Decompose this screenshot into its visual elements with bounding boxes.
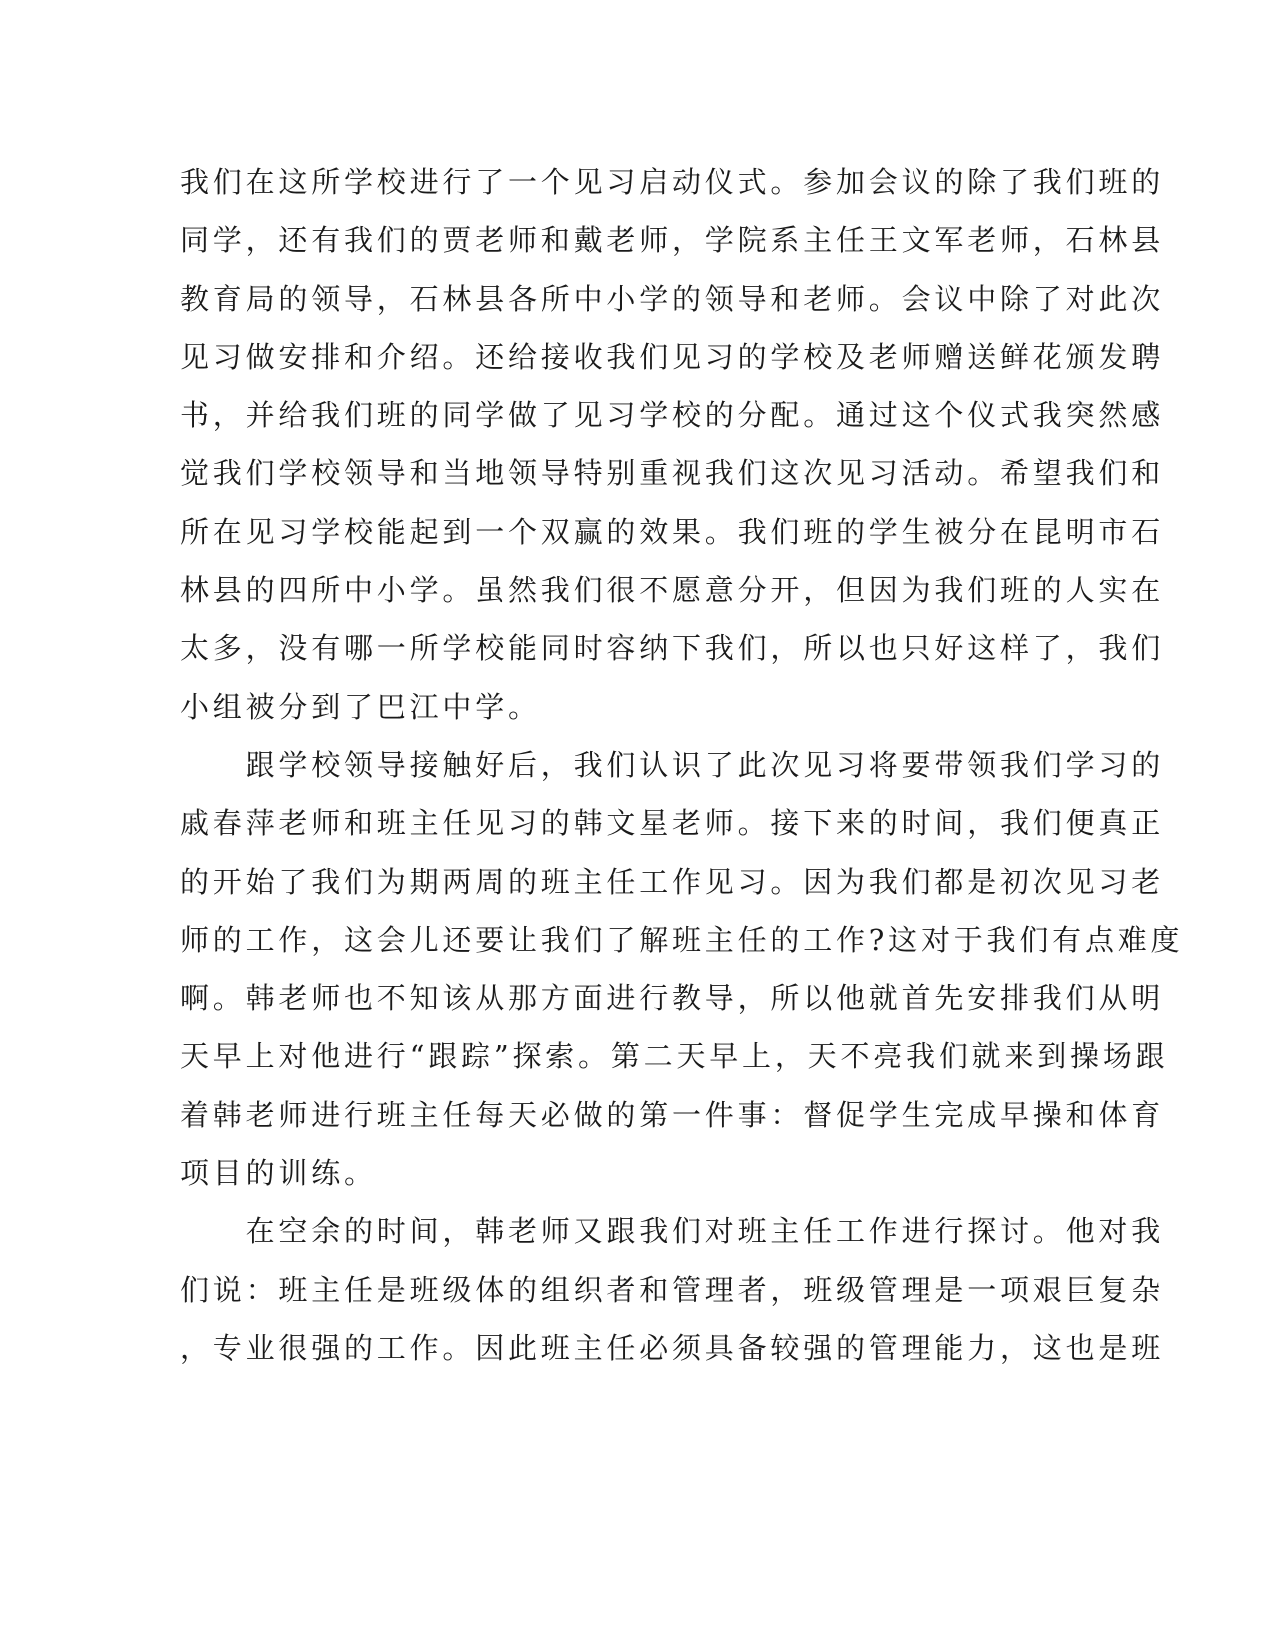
paragraph-1 bbox=[180, 157, 1165, 740]
paragraph-3 bbox=[180, 1206, 1165, 1381]
text-line: 天早上对他进行“跟踪”探索。第二天早上，天不亮我们就来到操场跟 bbox=[180, 1039, 1169, 1074]
body-text bbox=[180, 157, 1184, 1381]
text-line: 的开始了我们为期两周的班主任工作见习。因为我们都是初次见习老 bbox=[180, 864, 1165, 899]
text-line: 跟学校领导接触好后，我们认识了此次见习将要带领我们学习的 bbox=[180, 747, 1165, 782]
text-line: 啊。韩老师也不知该从那方面进行教导，所以他就首先安排我们从明 bbox=[180, 981, 1165, 1016]
text-line: 同学，还有我们的贾老师和戴老师，学院系主任王文军老师，石林县 bbox=[180, 223, 1165, 258]
paragraph-2 bbox=[180, 740, 1184, 1206]
text-line: 书，并给我们班的同学做了见习学校的分配。通过这个仪式我突然感 bbox=[180, 398, 1165, 433]
text-line: 们说：班主任是班级体的组织者和管理者，班级管理是一项艰巨复杂 bbox=[180, 1272, 1165, 1307]
text-line: 太多，没有哪一所学校能同时容纳下我们，所以也只好这样了，我们 bbox=[180, 631, 1165, 666]
text-line: 见习做安排和介绍。还给接收我们见习的学校及老师赠送鲜花颁发聘 bbox=[180, 339, 1165, 374]
text-line: 着韩老师进行班主任每天必做的第一件事：督促学生完成早操和体育 bbox=[180, 1097, 1165, 1132]
text-line: 戚春萍老师和班主任见习的韩文星老师。接下来的时间，我们便真正 bbox=[180, 806, 1165, 841]
text-line: 项目的训练。 bbox=[180, 1156, 377, 1191]
text-line: 师的工作，这会儿还要让我们了解班主任的工作?这对于我们有点难度 bbox=[180, 922, 1184, 957]
text-line: ，专业很强的工作。因此班主任必须具备较强的管理能力，这也是班 bbox=[180, 1330, 1165, 1365]
text-line: 教育局的领导，石林县各所中小学的领导和老师。会议中除了对此次 bbox=[180, 281, 1165, 316]
text-line: 觉我们学校领导和当地领导特别重视我们这次见习活动。希望我们和 bbox=[180, 456, 1165, 491]
text-line: 所在见习学校能起到一个双赢的效果。我们班的学生被分在昆明市石 bbox=[180, 514, 1165, 549]
text-line: 在空余的时间，韩老师又跟我们对班主任工作进行探讨。他对我 bbox=[180, 1214, 1165, 1249]
text-line: 小组被分到了巴江中学。 bbox=[180, 689, 541, 724]
text-line: 我们在这所学校进行了一个见习启动仪式。参加会议的除了我们班的 bbox=[180, 165, 1165, 199]
text-line: 林县的四所中小学。虽然我们很不愿意分开，但因为我们班的人实在 bbox=[180, 573, 1165, 608]
